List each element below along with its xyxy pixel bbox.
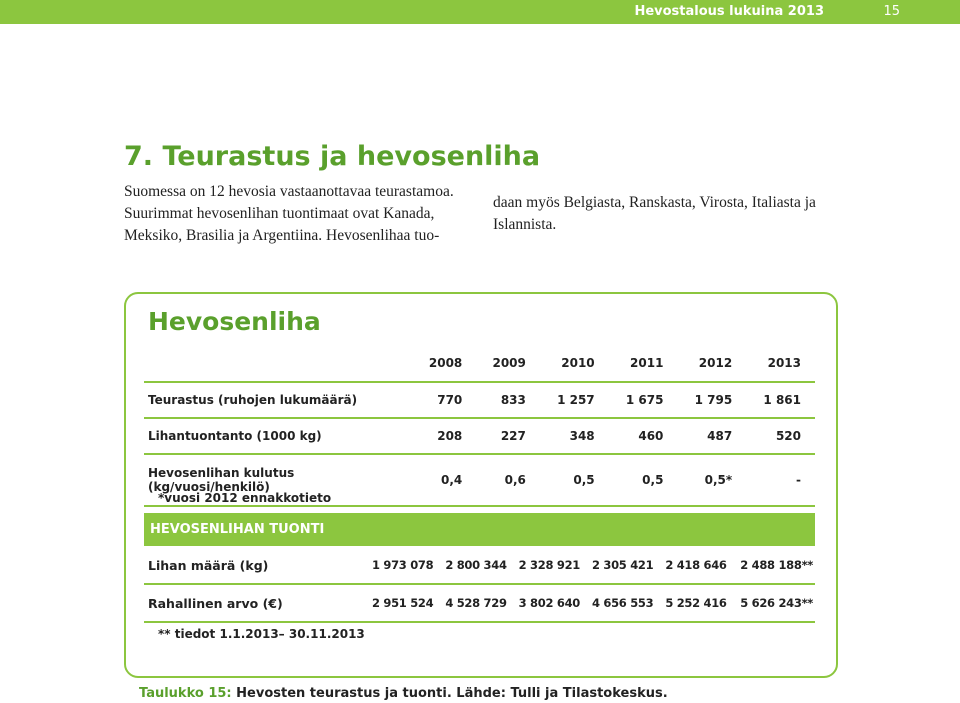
table-row <box>144 584 815 622</box>
table-cell: 5 252 416 <box>655 584 728 622</box>
table-cell: 2 418 646 <box>655 547 728 584</box>
table-cell: 833 <box>476 382 540 418</box>
table-cell: 770 <box>413 382 477 418</box>
table-cell: 2 328 921 <box>509 547 582 584</box>
page-number: 15 <box>883 4 900 19</box>
header-empty-cell <box>144 345 413 382</box>
table-cell: 1 675 <box>609 382 678 418</box>
section-title: 7. Teurastus ja hevosenliha <box>124 141 541 172</box>
table-row <box>144 382 815 418</box>
table-cell: 1 795 <box>677 382 746 418</box>
year-header: 2011 <box>609 345 678 382</box>
import-section-title: HEVOSENLIHAN TUONTI <box>150 522 325 537</box>
row-label: Rahallinen arvo (€) <box>144 584 362 622</box>
table-cell: 1 973 078 <box>362 547 435 584</box>
table-cell: 348 <box>540 418 609 454</box>
table-cell: 208 <box>413 418 477 454</box>
year-header: 2009 <box>476 345 540 382</box>
table-cell: 2 951 524 <box>362 584 435 622</box>
year-header: 2013 <box>746 345 815 382</box>
table-row <box>144 547 815 584</box>
top-header-bar <box>0 0 960 24</box>
table-cell: 0,4 <box>413 454 477 506</box>
body-text-column-2: daan myös Belgiasta, Ranskasta, Virosta, Italiasta ja Islannista. <box>493 194 816 233</box>
table-cell: 460 <box>609 418 678 454</box>
table-caption <box>139 686 668 701</box>
table-row <box>144 418 815 454</box>
footnote-period: ** tiedot 1.1.2013– 30.11.2013 <box>158 627 365 641</box>
body-text-column-1: Suomessa on 12 hevosia vastaanottavaa teurastamoa. Suurimmat hevosenlihan tuontimaat ovat Kanada, Meksiko, Brasilia ja Argentiina. Hevosenlihaa tuo- <box>124 183 454 244</box>
year-header: 2012 <box>677 345 746 382</box>
row-label: Lihan määrä (kg) <box>144 547 362 584</box>
table-cell: 4 528 729 <box>435 584 508 622</box>
table-cell: 520 <box>746 418 815 454</box>
table-cell: 3 802 640 <box>509 584 582 622</box>
table-cell: 0,5* <box>677 454 746 506</box>
table-cell: 2 305 421 <box>582 547 655 584</box>
import-table <box>144 547 815 623</box>
table-cell: 0,5 <box>540 454 609 506</box>
caption-text: Hevosten teurastus ja tuonti. Lähde: Tulli ja Tilastokeskus. <box>236 686 668 701</box>
table-cell: 0,5 <box>609 454 678 506</box>
row-label-line: (kg/vuosi/henkilö) <box>148 480 270 494</box>
year-header: 2010 <box>540 345 609 382</box>
row-label: Teurastus (ruhojen lukumäärä) <box>144 382 413 418</box>
row-label: Lihantuontanto (1000 kg) <box>144 418 413 454</box>
caption-label: Taulukko 15: <box>139 686 232 701</box>
row-label-line: Hevosenlihan kulutus <box>148 466 295 480</box>
publication-title: Hevostalous lukuina 2013 <box>634 4 824 19</box>
table-cell: - <box>746 454 815 506</box>
table-header-row <box>144 345 815 382</box>
table-cell: 5 626 243** <box>729 584 815 622</box>
table-box-title: Hevosenliha <box>148 307 321 336</box>
main-table <box>144 345 815 507</box>
table-cell: 1 257 <box>540 382 609 418</box>
table-cell: 227 <box>476 418 540 454</box>
import-section-header <box>144 513 815 546</box>
table-cell: 4 656 553 <box>582 584 655 622</box>
footnote-preliminary: *vuosi 2012 ennakkotieto <box>158 491 332 505</box>
table-cell: 487 <box>677 418 746 454</box>
table-cell: 0,6 <box>476 454 540 506</box>
table-cell: 1 861 <box>746 382 815 418</box>
table-cell: 2 488 188** <box>729 547 815 584</box>
table-cell: 2 800 344 <box>435 547 508 584</box>
year-header: 2008 <box>413 345 477 382</box>
